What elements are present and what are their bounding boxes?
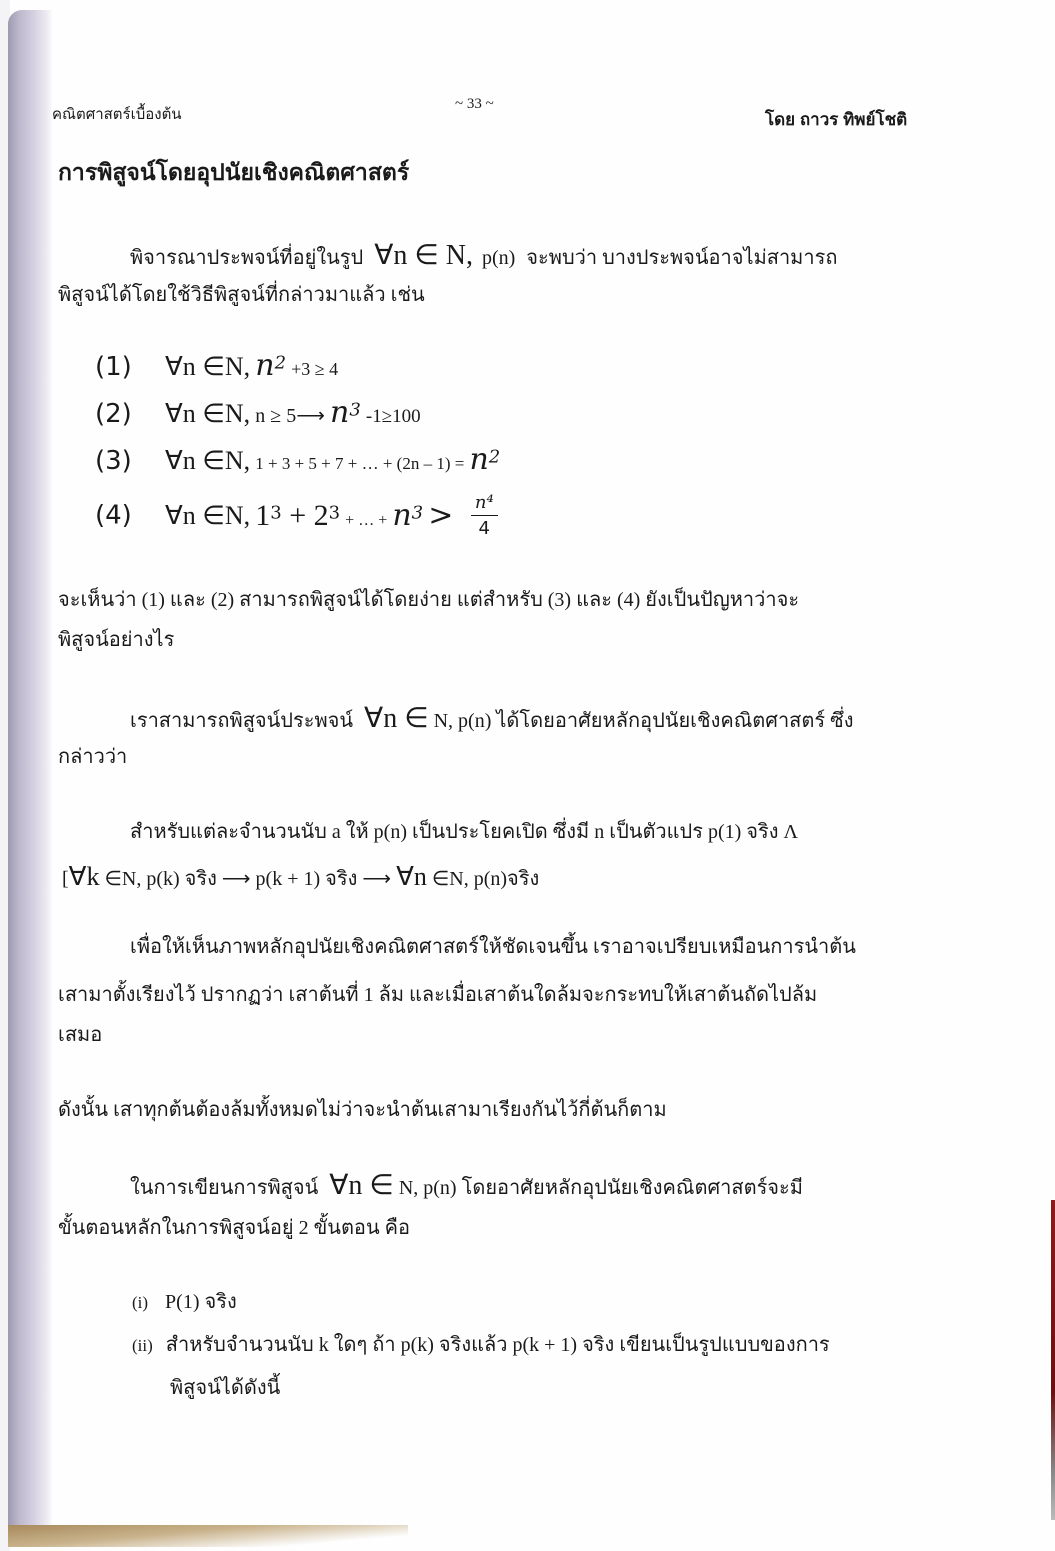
running-header-title: คณิตศาสตร์เบื้องต้น	[52, 106, 182, 123]
step-i: (i) P(1) จริง	[132, 1291, 237, 1313]
forall-symbol: ∀n ∈	[364, 703, 429, 734]
step-ii: (ii) สำหรับจำนวนนับ k ใดๆ ถ้า p(k) จริงแล้ว p(k + 1) จริง เขียนเป็นรูปแบบของการ	[132, 1334, 830, 1356]
forall-symbol: ∀n ∈	[329, 1170, 394, 1201]
steps-intro-line-2: ขั้นตอนหลักในการพิสูจน์อยู่ 2 ขั้นตอน คือ	[58, 1217, 411, 1239]
page-number: ~ 33 ~	[455, 96, 494, 112]
intro-line-1: พิจารณาประพจน์ที่อยู่ในรูป ∀n ∈ N, p(n) จะพบว่า บางประพจน์อาจไม่สามารถ	[130, 240, 838, 271]
principle-line-2: [∀k ∈N, p(k) จริง ⟶ p(k + 1) จริง ⟶ ∀n ∈N, p(n)จริง	[62, 862, 540, 891]
analogy-line-1: เพื่อให้เห็นภาพหลักอุปนัยเชิงคณิตศาสตร์ให้ชัดเจนขึ้น เราอาจเปรียบเหมือนการนำต้น	[130, 936, 856, 958]
example-2: (2) ∀n ∈N, n ≥ 5⟶ $n^3$ -1≥100	[95, 395, 421, 430]
intro-line-2: พิสูจน์ได้โดยใช้วิธีพิสูจน์ที่กล่าวมาแล้ว เช่น	[58, 284, 425, 306]
example-4: (4) ∀n ∈N, $1^3 + 2^3$ + … + $n^3$ > $\frac{\text{n⁴}}{4}$	[95, 492, 498, 539]
principle-line-1: สำหรับแต่ละจำนวนนับ a ให้ p(n) เป็นประโยคเปิด ซึ่งมี n เป็นตัวแปร p(1) จริง Λ	[130, 821, 799, 843]
example-3: (3) ∀n ∈N, 1 + 3 + 5 + 7 + … + $(2n - 1) = n^2$	[95, 442, 501, 477]
principle-intro-line-1: เราสามารถพิสูจน์ประพจน์ ∀n ∈ N, p(n) ได้โดยอาศัยหลักอุปนัยเชิงคณิตศาสตร์ ซึ่ง	[130, 703, 854, 734]
observation-line-2: พิสูจน์อย่างไร	[58, 629, 175, 651]
conclusion-line: ดังนั้น เสาทุกต้นต้องล้มทั้งหมดไม่ว่าจะนำต้นเสามาเรียงกันไว้กี่ต้นก็ตาม	[58, 1099, 667, 1121]
step-ii-continued: พิสูจน์ได้ดังนี้	[170, 1377, 281, 1399]
principle-intro-line-2: กล่าวว่า	[58, 746, 128, 768]
fraction-n4-over-4: $\frac{\text{n⁴}}{4}$	[471, 492, 498, 539]
forall-symbol: ∀n ∈ N,	[374, 240, 473, 271]
example-1: (1) ∀n ∈N, $n^2 +3 \ge 4$	[95, 348, 339, 383]
steps-intro-line-1: ในการเขียนการพิสูจน์ ∀n ∈ N, p(n) โดยอาศัยหลักอุปนัยเชิงคณิตศาสตร์จะมี	[130, 1170, 803, 1201]
analogy-line-2: เสามาตั้งเรียงไว้ ปรากฏว่า เสาต้นที่ 1 ล้ม และเมื่อเสาต้นใดล้มจะกระทบให้เสาต้นถัดไปล้ม	[58, 984, 818, 1006]
observation-line-1: จะเห็นว่า (1) และ (2) สามารถพิสูจน์ได้โดยง่าย แต่สำหรับ (3) และ (4) ยังเป็นปัญหาว่าจะ	[58, 589, 800, 611]
section-title: การพิสูจน์โดยอุปนัยเชิงคณิตศาสตร์	[58, 159, 410, 185]
analogy-line-3: เสมอ	[58, 1024, 103, 1046]
running-header-author: โดย ถาวร ทิพย์โชติ	[765, 110, 908, 129]
